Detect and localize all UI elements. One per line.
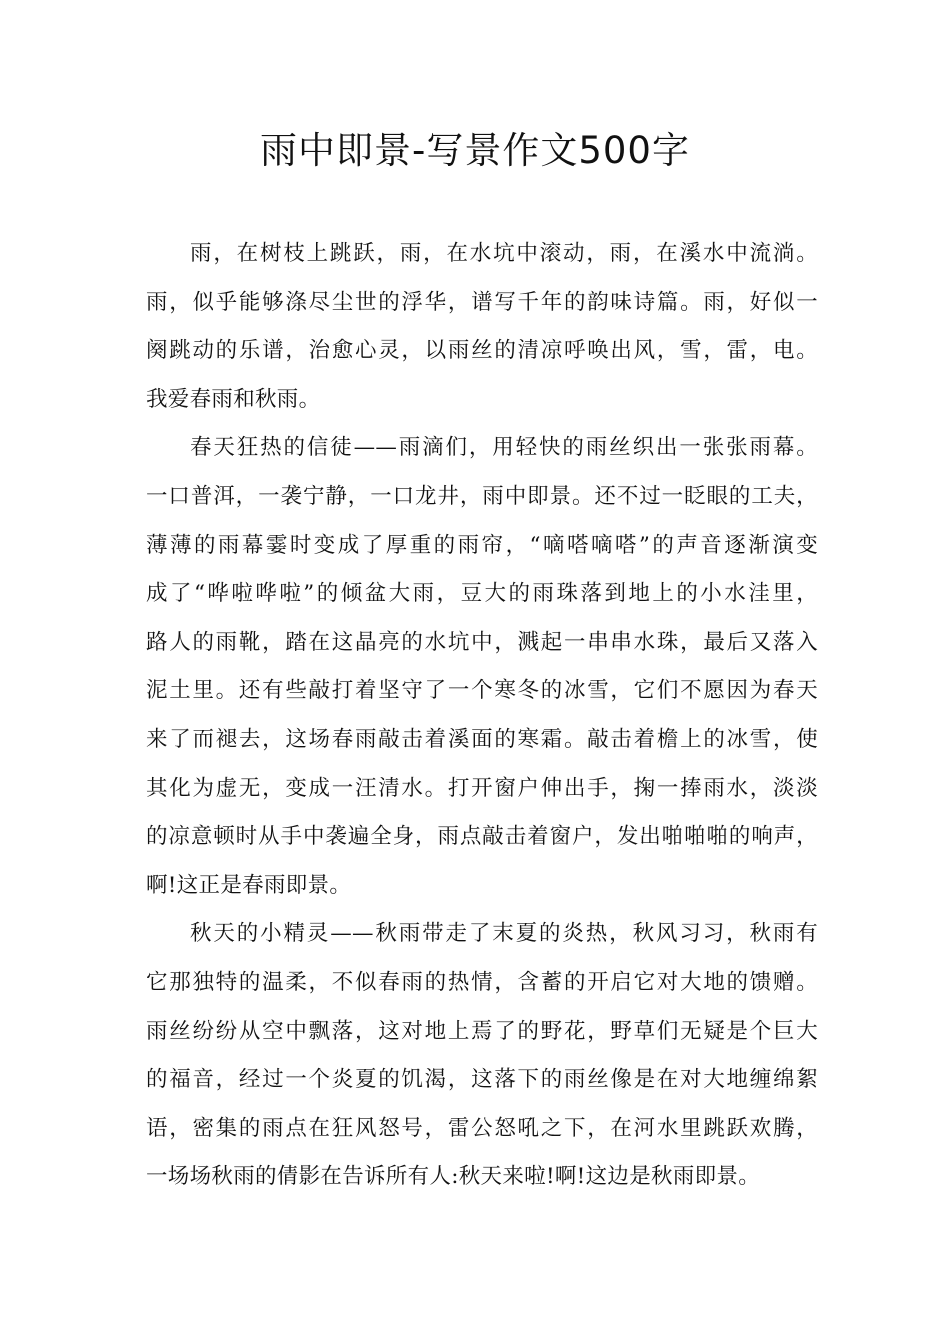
- paragraph-line: 它那独特的温柔，不似春雨的热情，含蓄的开启它对大地的馈赠。: [146, 969, 818, 995]
- paragraph-line: 秋天的小精灵——秋雨带走了末夏的炎热，秋风习习，秋雨有: [190, 921, 818, 947]
- paragraph-line: 啊!这正是春雨即景。: [146, 872, 352, 898]
- paragraph-line: 我爱春雨和秋雨。: [146, 386, 321, 412]
- paragraph-line: 来了而褪去，这场春雨敲击着溪面的寒霜。敲击着檐上的冰雪，使: [146, 726, 818, 752]
- paragraph-line: 雨，似乎能够涤尽尘世的浮华，谱写千年的韵味诗篇。雨，好似一: [146, 289, 818, 315]
- document-body: [146, 230, 818, 1202]
- paragraph-1: [146, 230, 818, 424]
- document-title: 雨中即景-写景作文500字: [260, 129, 690, 172]
- paragraph-line: 路人的雨靴，踏在这晶亮的水坑中，溅起一串串水珠，最后又落入: [146, 629, 818, 655]
- paragraph-line: 泥土里。还有些敲打着坚守了一个寒冬的冰雪，它们不愿因为春天: [146, 678, 818, 704]
- paragraph-line: 一口普洱，一袭宁静，一口龙井，雨中即景。还不过一眨眼的工夫，: [146, 483, 818, 509]
- paragraph-line: 其化为虚无，变成一汪清水。打开窗户伸出手，掬一捧雨水，淡淡: [146, 775, 818, 801]
- paragraph-line: 的凉意顿时从手中袭遍全身，雨点敲击着窗户，发出啪啪啪的响声，: [146, 824, 818, 850]
- paragraph-2: [146, 424, 818, 910]
- paragraph-3: [146, 910, 818, 1202]
- paragraph-line: 春天狂热的信徒——雨滴们，用轻快的雨丝织出一张张雨幕。: [190, 435, 818, 461]
- paragraph-line: 薄薄的雨幕霎时变成了厚重的雨帘，“嘀嗒嘀嗒”的声音逐渐演变: [146, 532, 818, 558]
- paragraph-line: 阕跳动的乐谱，治愈心灵，以雨丝的清凉呼唤出风，雪，雷，电。: [146, 338, 818, 364]
- paragraph-line: 语，密集的雨点在狂风怒号，雷公怒吼之下，在河水里跳跃欢腾，: [146, 1115, 818, 1141]
- paragraph-line: 一场场秋雨的倩影在告诉所有人:秋天来啦!啊!这边是秋雨即景。: [146, 1164, 761, 1190]
- paragraph-line: 成了“哗啦哗啦”的倾盆大雨，豆大的雨珠落到地上的小水洼里，: [146, 581, 818, 607]
- paragraph-line: 雨丝纷纷从空中飘落，这对地上焉了的野花，野草们无疑是个巨大: [146, 1018, 818, 1044]
- paragraph-line: 雨，在树枝上跳跃，雨，在水坑中滚动，雨，在溪水中流淌。: [190, 241, 818, 266]
- paragraph-line: 的福音，经过一个炎夏的饥渴，这落下的雨丝像是在对大地缠绵絮: [146, 1067, 818, 1093]
